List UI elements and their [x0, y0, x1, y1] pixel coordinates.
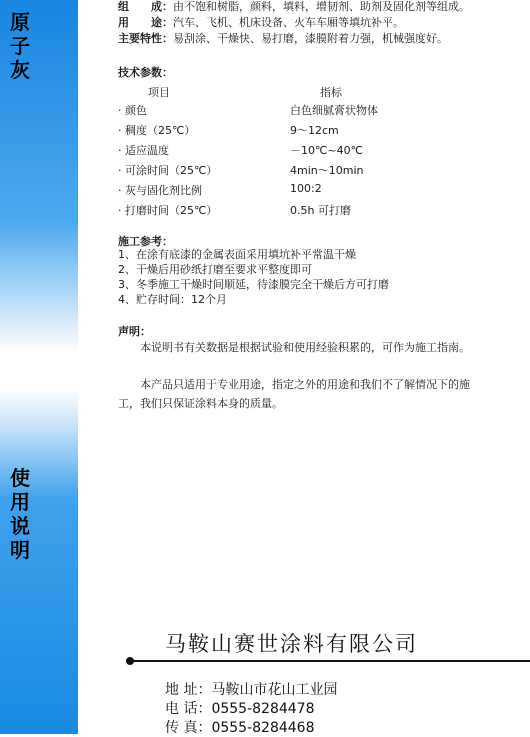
manual-title-char: 使	[10, 466, 30, 490]
manual-title-char: 说	[10, 514, 30, 538]
intro-text: 汽车、飞机、机床设备、火车车厢等填坑补平。	[173, 16, 404, 29]
intro-composition	[118, 0, 470, 14]
product-name-char: 灰	[10, 58, 30, 82]
tech-spec: 0.5h 可打磨	[290, 204, 351, 217]
intro-features	[118, 32, 448, 46]
sidebar-gradient	[0, 0, 78, 734]
construction-item: 3、冬季施工干燥时间顺延，待漆膜完全干燥后方可打磨	[118, 278, 389, 291]
product-name-vertical	[0, 10, 40, 82]
company-fax: 传 真：0555-8284468	[165, 720, 315, 736]
tech-col-spec: 指标	[320, 86, 342, 99]
tech-spec: 100:2	[290, 182, 322, 195]
tech-item: · 稠度（25℃）	[118, 124, 196, 137]
construction-item: 1、在涂有底漆的金属表面采用填坑补平常温干燥	[118, 248, 356, 261]
company-phone: 电 话：0555-8284478	[165, 701, 315, 717]
intro-text: 由不饱和树脂，颜料，填料，增韧剂、助剂及固化剂等组成。	[173, 0, 470, 13]
tech-spec: 白色细腻膏状物体	[290, 104, 378, 117]
manual-title-char: 用	[10, 490, 30, 514]
intro-label: 组 成：	[118, 0, 173, 13]
intro-label: 主要特性：	[118, 32, 173, 45]
company-address: 地 址：马鞍山市花山工业园	[165, 682, 338, 698]
company-name: 马鞍山赛世涂料有限公司	[165, 632, 418, 656]
tech-col-item: 项目	[148, 86, 170, 99]
statement-heading: 声明：	[118, 325, 151, 338]
tech-item: · 可涂时间（25℃）	[118, 164, 218, 177]
statement-paragraph: 本产品只适用于专业用途，指定之外的用途和我们不了解情况下的施工，我们只保证涂料本身的质量。	[118, 378, 470, 410]
manual-title-vertical	[0, 466, 40, 562]
tech-item: · 适应温度	[118, 144, 169, 157]
construction-item: 4、贮存时间：12个月	[118, 293, 227, 306]
product-name-char: 原	[10, 10, 30, 34]
tech-spec: 9～12cm	[290, 124, 339, 137]
intro-text: 易刮涂、干燥快、易打磨，漆膜附着力强，机械强度好。	[173, 32, 448, 45]
manual-title-char: 明	[10, 538, 30, 562]
tech-spec: 4min～10min	[290, 164, 364, 177]
construction-item: 2、干燥后用砂纸打磨至要求平整度即可	[118, 263, 312, 276]
tech-heading: 技术参数：	[118, 66, 173, 79]
statement-paragraph: 本说明书有关数据是根据试验和使用经验积累的，可作为施工指南。	[140, 341, 470, 354]
tech-item: · 颜色	[118, 104, 147, 117]
product-name-char: 子	[10, 34, 30, 58]
divider-rule	[132, 660, 530, 662]
intro-label: 用 途：	[118, 16, 173, 29]
construction-heading: 施工参考：	[118, 235, 173, 248]
tech-item: · 打磨时间（25℃）	[118, 204, 218, 217]
tech-item: · 灰与固化剂比例	[118, 184, 202, 197]
tech-spec: －10℃~40℃	[290, 144, 363, 157]
intro-usage	[118, 16, 404, 30]
